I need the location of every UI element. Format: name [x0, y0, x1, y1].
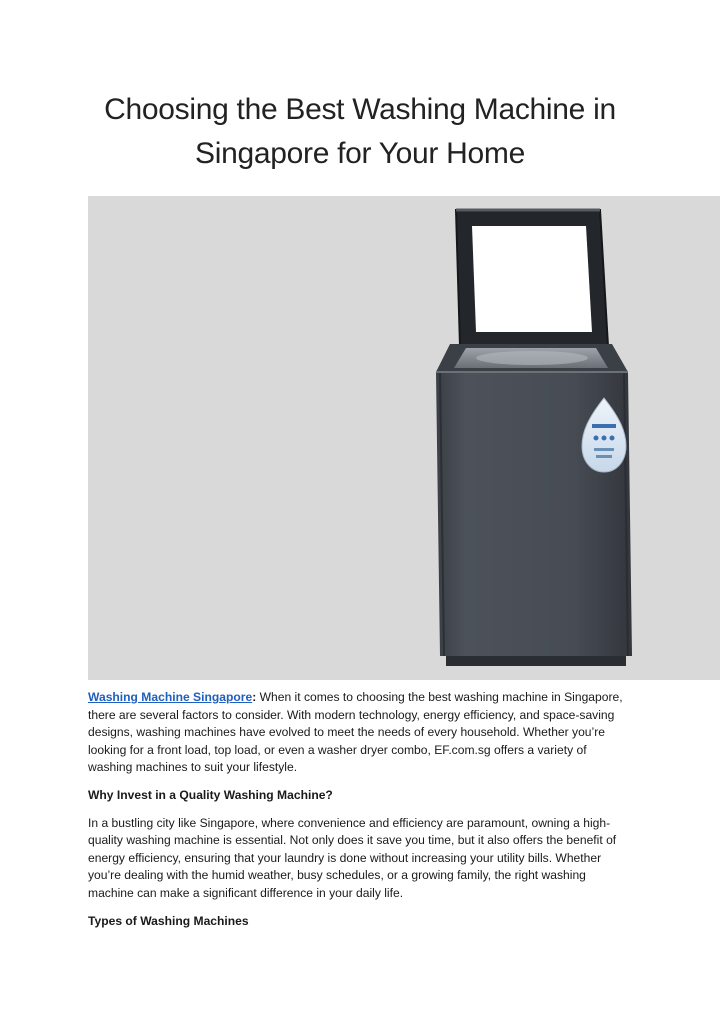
product-image	[88, 196, 720, 680]
intro-text: When it comes to choosing the best washing machine in Singapore, there are several factors to consider. With modern technology, energy efficiency, and space-saving designs, washing machines have evolved to meet the needs of every household. Whether you’re looking for a front load, top load, or even a washer dryer combo, EF.com.sg offers a variety of washing machines to suit your lifestyle.	[88, 690, 623, 775]
washing-machine-singapore-link[interactable]: Washing Machine Singapore	[88, 690, 253, 704]
washing-machine-icon	[88, 196, 720, 680]
section-body-why-invest: In a bustling city like Singapore, where convenience and efficiency are paramount, owning a high-quality washing machine is essential. Not only does it save you time, but it also offers the benefit of energy efficiency, ensuring that your laundry is done without increasing your utility bills. Whether you’re dealing with the humid weather, busy schedules, or a growing family, the right washing machine can make a significant difference in your daily life.	[88, 815, 617, 900]
section-heading-types: Types of Washing Machines	[88, 913, 249, 928]
intro-paragraph	[88, 689, 633, 777]
page-title: Choosing the Best Washing Machine in Singapore for Your Home	[104, 93, 616, 170]
intro-colon: :	[252, 690, 257, 704]
section-heading-why-invest: Why Invest in a Quality Washing Machine?	[88, 787, 333, 802]
article-body	[88, 689, 633, 940]
